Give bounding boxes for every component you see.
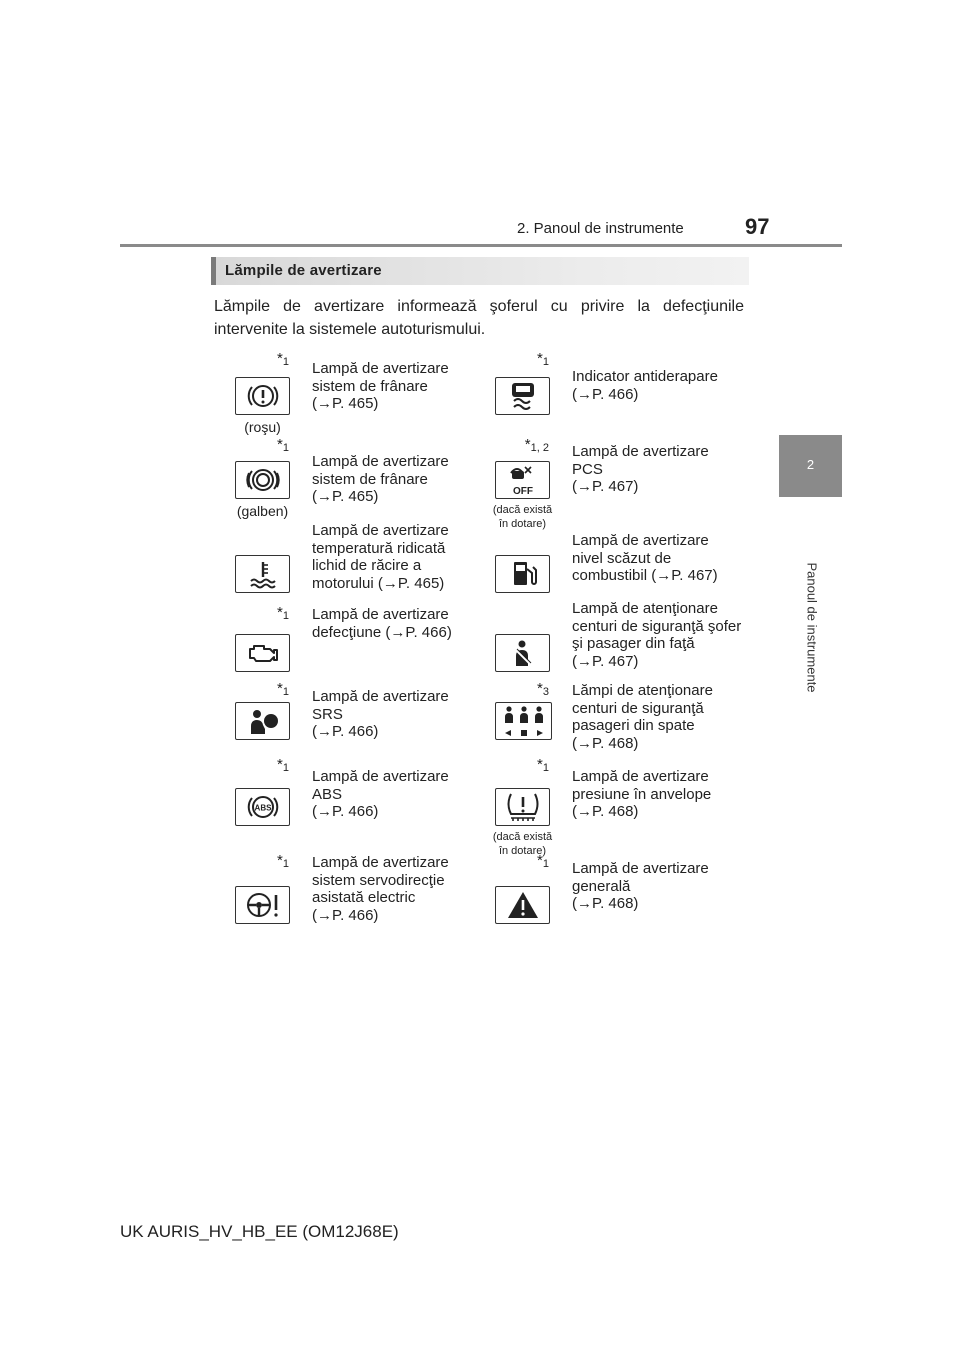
chapter-tab: 2 — [779, 435, 842, 495]
footnote-mark: $*_1$ — [537, 756, 549, 774]
power-steering-icon — [235, 886, 290, 924]
footnote-mark: $*_1$ — [277, 852, 289, 870]
svg-text:ABS: ABS — [254, 803, 271, 813]
header-divider — [120, 244, 842, 247]
coolant-temperature-icon — [235, 555, 290, 593]
pcs-off-icon — [495, 461, 550, 499]
page-number: 97 — [745, 214, 770, 239]
lamp-description: Lampă de avertizare sistem de frânare (→P. 465) — [312, 360, 449, 412]
lamp-description: Lampă de avertizare sistem de frânare (→P. 465) — [312, 453, 449, 505]
lamp-description: Lampă de avertizare nivel scăzut de combustibil (→P. 467) — [572, 532, 718, 584]
lamp-description: Lămpi de atenţionare centuri de siguranţă pasageri din spate (→P. 468) — [572, 682, 713, 752]
icon-availability-note: (dacă există în dotare) — [492, 831, 553, 857]
rear-seatbelt-icon — [495, 702, 552, 740]
lamp-description: Lampă de avertizare sistem servodirecţie asistată electric (→P. 466) — [312, 854, 449, 924]
lamp-description: Lampă de atenţionare centuri de siguranţă şofer şi pasager din faţă (→P. 467) — [572, 600, 742, 670]
lamp-description: Lampă de avertizare presiune în anvelope (→P. 468) — [572, 768, 712, 820]
footnote-mark: $*_1$ — [277, 756, 289, 774]
document-code: UK AURIS_HV_HB_EE (OM12J68E) — [120, 1222, 399, 1241]
seatbelt-icon — [495, 634, 550, 672]
footnote-mark: $*_1$ — [277, 436, 289, 454]
lamp-description: Lampă de avertizare ABS (→P. 466) — [312, 768, 449, 820]
icon-color-note: (roşu) — [244, 419, 281, 435]
footnote-mark: $*_1$ — [277, 604, 289, 622]
chapter-tab-rule — [779, 495, 842, 497]
lamp-description: Lampă de avertizare temperatură ridicată lichid de răcire a motorului (→P. 465) — [312, 522, 449, 592]
footnote-mark: $*_1$ — [277, 680, 289, 698]
check-engine-icon — [235, 634, 290, 672]
brake-warning-icon — [235, 377, 290, 415]
footnote-mark: $*_{1, 2}$ — [524, 436, 549, 454]
lamp-description: Lampă de avertizare PCS (→P. 467) — [572, 443, 709, 495]
lamp-description: Lampă de avertizare generală (→P. 468) — [572, 860, 709, 912]
lamp-description: Lampă de avertizare SRS (→P. 466) — [312, 688, 449, 740]
icon-color-note: (galben) — [236, 503, 289, 519]
fuel-icon — [495, 555, 550, 593]
chapter-tab-label: Panoul de instrumente — [804, 562, 820, 693]
footnote-mark: $*_1$ — [277, 350, 289, 368]
abs-icon — [235, 788, 290, 826]
section-heading-accent — [211, 257, 216, 285]
chapter-heading: 2. Panoul de instrumente — [517, 220, 684, 237]
lamp-description: Lampă de avertizare defecţiune (→P. 466) — [312, 606, 452, 641]
icon-availability-note: (dacă există în dotare) — [492, 504, 553, 530]
lamp-description: Indicator antiderapare (→P. 466) — [572, 368, 718, 403]
intro-paragraph: Lămpile de avertizare informează şoferul cu privire la defecţiunile intervenite la sistemele autoturismului. — [214, 298, 744, 338]
brake-warning-yellow-icon — [235, 461, 290, 499]
slip-indicator-icon — [495, 377, 550, 415]
svg-text:OFF: OFF — [512, 486, 533, 497]
footnote-mark: $*_1$ — [537, 852, 549, 870]
footnote-mark: $*_3$ — [537, 680, 549, 698]
section-title: Lămpile de avertizare — [225, 262, 382, 279]
master-warning-icon — [495, 886, 550, 924]
footnote-mark: $*_1$ — [537, 350, 549, 368]
section-heading-bar — [211, 257, 749, 285]
tire-pressure-icon — [495, 788, 550, 826]
srs-airbag-icon — [235, 702, 290, 740]
